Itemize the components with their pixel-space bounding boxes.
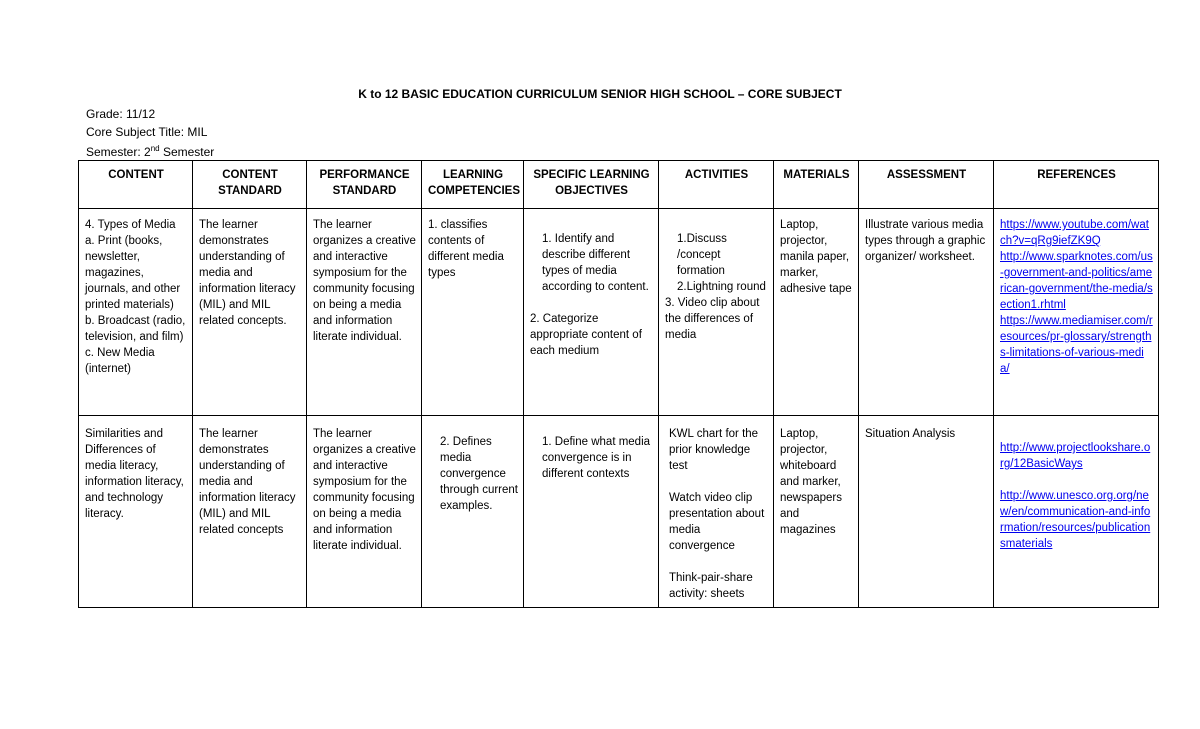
semester-label xyxy=(86,141,214,160)
cell-materials: Laptop, projector, whiteboard and marker, newspapers and magazines xyxy=(774,416,859,608)
subject-title-label: Core Subject Title: MIL xyxy=(86,125,208,139)
column-header-content: CONTENT xyxy=(79,161,193,209)
cell-performance-standard: The learner organizes a creative and interactive symposium for the community focusing on being a media and information literate individual. xyxy=(307,209,422,416)
activity-item: 3. Video clip about the differences of media xyxy=(665,297,760,341)
content-subtopic: b. Broadcast (radio, television, and film) xyxy=(85,315,186,343)
cell-content: Similarities and Differences of media literacy, information literacy, and technology literacy. xyxy=(79,416,193,608)
column-header-specific-learning-objectives: SPECIFIC LEARNING OBJECTIVES xyxy=(524,161,659,209)
objective-item: 1. Identify and describe different types of media according to content. xyxy=(542,233,649,293)
objective-item: 2. Categorize appropriate content of each medium xyxy=(530,313,642,357)
table-header-row xyxy=(79,161,1159,209)
cell-assessment: Situation Analysis xyxy=(859,416,994,608)
cell-content-standard: The learner demonstrates understanding of media and information literacy (MIL) and MIL related concepts. xyxy=(193,209,307,416)
activity-item: KWL chart for the prior knowledge test xyxy=(669,428,759,472)
column-header-activities: ACTIVITIES xyxy=(659,161,774,209)
column-header-materials: MATERIALS xyxy=(774,161,859,209)
table-row xyxy=(79,416,1159,608)
reference-link[interactable]: https://www.youtube.com/watch?v=qRg9iefZK9Q xyxy=(1000,219,1149,247)
cell-content-standard: The learner demonstrates understanding of media and information literacy (MIL) and MIL related concepts xyxy=(193,416,307,608)
cell-activities xyxy=(659,416,774,608)
column-header-performance-standard: PERFORMANCE STANDARD xyxy=(307,161,422,209)
document-title: K to 12 BASIC EDUCATION CURRICULUM SENIOR HIGH SCHOOL – CORE SUBJECT xyxy=(358,87,842,101)
reference-link[interactable]: http://www.projectlookshare.org/12BasicWays xyxy=(1000,442,1151,470)
content-topic: 4. Types of Media xyxy=(85,219,176,231)
reference-link[interactable]: http://www.unesco.org.org/new/en/communication-and-information/resources/publicationsmaterials xyxy=(1000,490,1151,550)
curriculum-table xyxy=(78,160,1159,608)
activity-item: Watch video clip presentation about media convergence xyxy=(669,492,765,552)
semester-prefix: Semester: 2 xyxy=(86,145,151,159)
objective-item: 1. Define what media convergence is in different contexts xyxy=(542,436,651,480)
cell-activities xyxy=(659,209,774,416)
cell-materials: Laptop, projector, manila paper, marker, adhesive tape xyxy=(774,209,859,416)
cell-specific-objectives xyxy=(524,209,659,416)
column-header-references: REFERENCES xyxy=(994,161,1159,209)
column-header-learning-competencies: LEARNING COMPETENCIES xyxy=(422,161,524,209)
cell-content xyxy=(79,209,193,416)
reference-link[interactable]: https://www.mediamiser.com/resources/pr-glossary/strengths-limitations-of-various-media/ xyxy=(1000,315,1153,375)
activity-item: 1.Discuss /concept formation xyxy=(677,233,727,277)
content-subtopic: c. New Media (internet) xyxy=(85,347,155,375)
cell-learning-competencies xyxy=(422,416,524,608)
cell-learning-competencies: 1. classifies contents of different media types xyxy=(422,209,524,416)
semester-ordinal: nd xyxy=(150,144,160,153)
competency-item: 2. Defines media convergence through current examples. xyxy=(440,436,518,512)
cell-references xyxy=(994,416,1159,608)
cell-performance-standard: The learner organizes a creative and interactive symposium for the community focusing on being a media and information literate individual. xyxy=(307,416,422,608)
cell-references xyxy=(994,209,1159,416)
column-header-assessment: ASSESSMENT xyxy=(859,161,994,209)
grade-label: Grade: 11/12 xyxy=(86,107,156,121)
column-header-content-standard: CONTENT STANDARD xyxy=(193,161,307,209)
cell-specific-objectives xyxy=(524,416,659,608)
content-subtopic: a. Print (books, newsletter, magazines, journals, and other printed materials) xyxy=(85,235,181,311)
table-row xyxy=(79,209,1159,416)
cell-assessment: Illustrate various media types through a graphic organizer/ worksheet. xyxy=(859,209,994,416)
semester-suffix: Semester xyxy=(159,145,215,159)
reference-link[interactable]: http://www.sparknotes.com/us-government-and-politics/american-government/the-media/section1.rhtml xyxy=(1000,251,1153,311)
activity-item: 2.Lightning round xyxy=(677,281,766,293)
activity-item: Think-pair-share activity: sheets xyxy=(669,572,753,600)
